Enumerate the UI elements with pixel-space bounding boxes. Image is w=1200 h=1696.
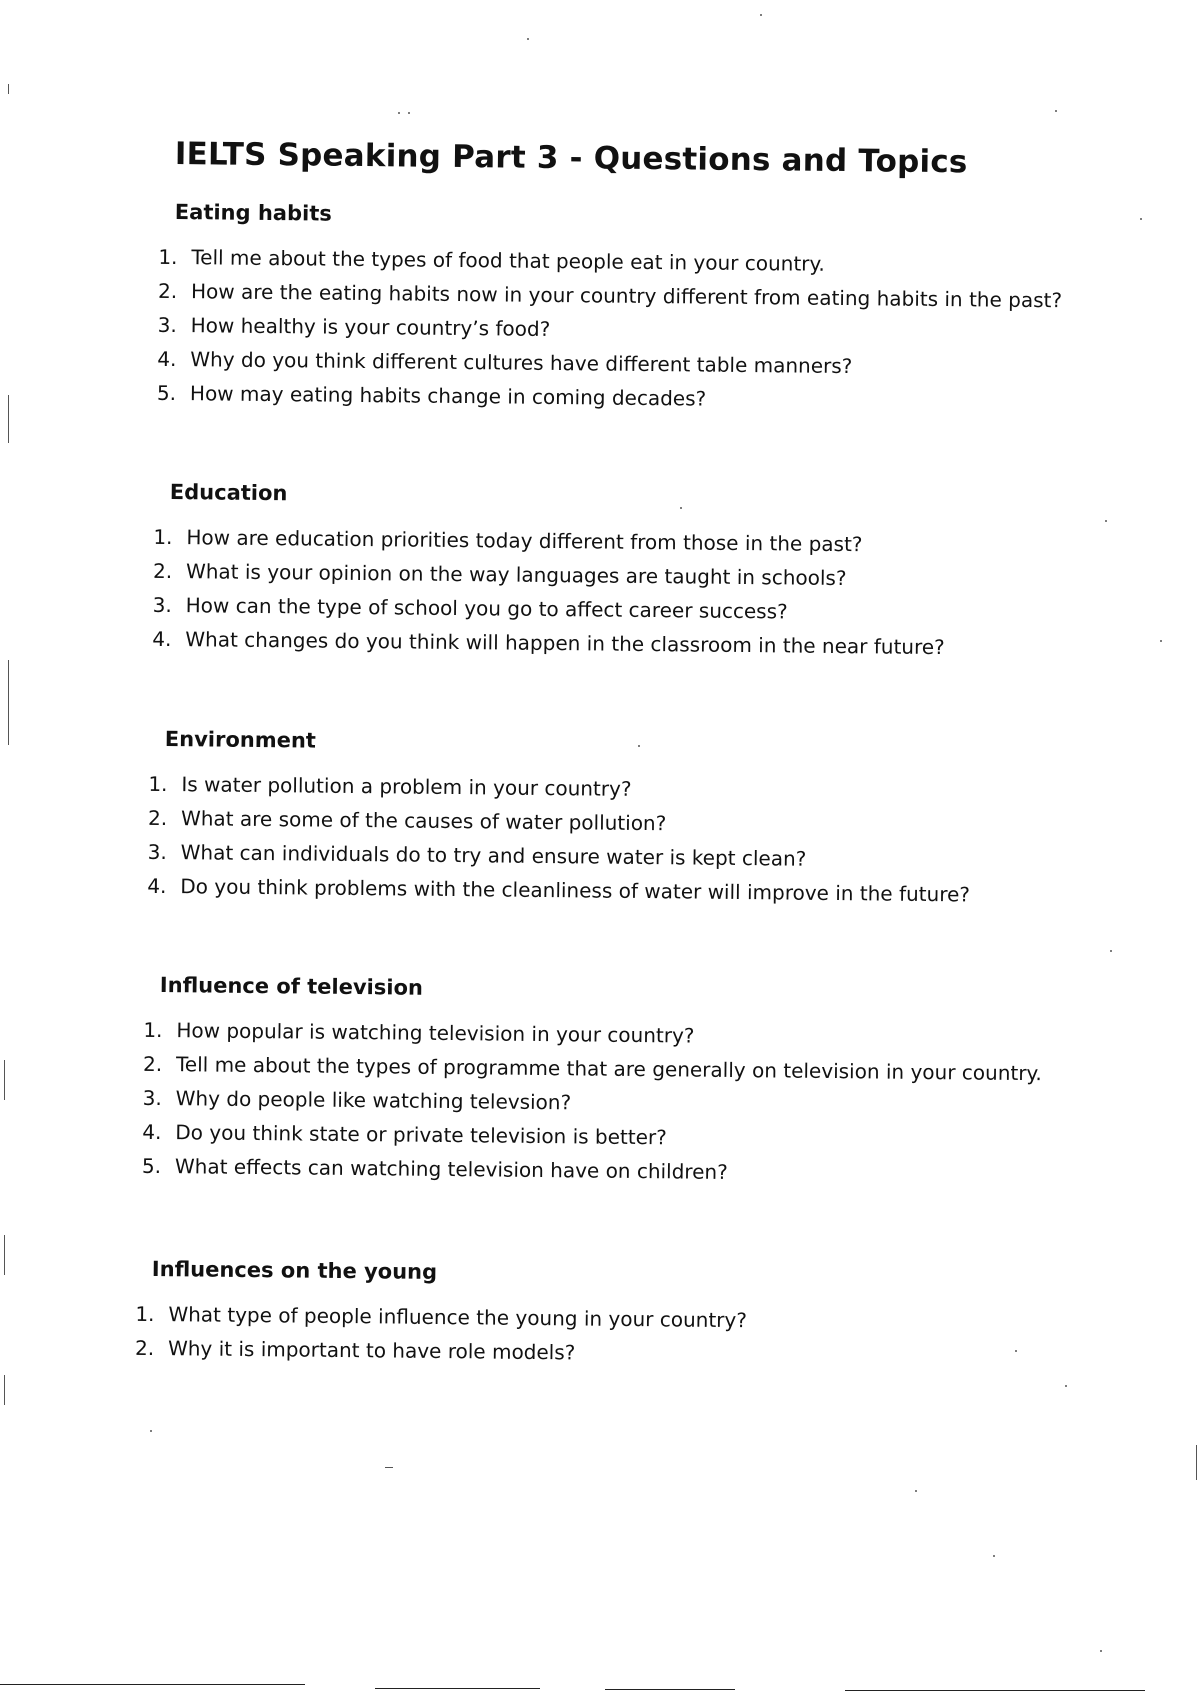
section-influence-of-television xyxy=(141,973,1080,1199)
section-heading: Education xyxy=(169,480,288,506)
question-item xyxy=(152,628,1088,660)
question-text: How popular is watching television in your country? xyxy=(176,1018,695,1048)
question-text: Tell me about the types of food that people eat in your country. xyxy=(191,245,825,276)
question-number: 3. xyxy=(152,592,172,618)
scan-speck xyxy=(1140,218,1142,220)
margin-tick xyxy=(4,1235,5,1275)
question-number: 4. xyxy=(147,873,167,899)
question-number: 5. xyxy=(141,1153,162,1179)
question-text: How may eating habits change in coming decades? xyxy=(189,381,707,411)
scan-speck xyxy=(993,1555,995,1557)
scan-speck xyxy=(408,112,410,114)
question-item xyxy=(158,280,1094,312)
question-number: 2. xyxy=(134,1335,155,1361)
question-item xyxy=(148,807,1084,839)
question-number: 2. xyxy=(152,558,173,584)
question-item xyxy=(147,875,1083,907)
scan-speck xyxy=(1105,520,1107,522)
question-list xyxy=(141,1017,1080,1187)
question-item xyxy=(142,1121,1078,1153)
question-number: 3. xyxy=(147,839,167,865)
question-item xyxy=(143,1019,1079,1051)
question-item xyxy=(143,1053,1079,1085)
scan-speck xyxy=(385,1467,393,1468)
question-item xyxy=(143,1087,1079,1119)
question-number: 2. xyxy=(147,805,168,831)
question-number: 4. xyxy=(142,1119,162,1145)
page-title: IELTS Speaking Part 3 - Questions and Topics xyxy=(174,136,968,181)
question-text: Why it is important to have role models? xyxy=(167,1336,576,1365)
question-item xyxy=(148,773,1084,805)
margin-tick xyxy=(1196,1445,1197,1480)
question-item xyxy=(153,560,1089,592)
scan-rule xyxy=(0,1684,305,1685)
scan-speck xyxy=(1065,1385,1067,1387)
scan-speck xyxy=(1055,110,1057,112)
question-item xyxy=(135,1303,1071,1335)
question-number: 4. xyxy=(152,626,172,652)
scan-speck xyxy=(1110,950,1112,952)
scan-speck xyxy=(680,507,682,509)
question-item xyxy=(158,314,1094,346)
section-heading: Influence of television xyxy=(159,973,424,1000)
question-number: 5. xyxy=(156,380,177,406)
question-number: 4. xyxy=(157,346,177,372)
margin-tick xyxy=(8,660,9,745)
scan-speck xyxy=(1160,640,1162,642)
question-text: What effects can watching television have on children? xyxy=(174,1154,728,1184)
question-text: How are the eating habits now in your country different from eating habits in the past? xyxy=(190,279,1063,313)
margin-tick xyxy=(4,1060,5,1100)
question-list xyxy=(147,771,1084,907)
scan-speck xyxy=(1100,1650,1102,1652)
question-item xyxy=(153,526,1089,558)
margin-tick xyxy=(8,84,9,94)
question-item xyxy=(135,1337,1071,1369)
scan-speck xyxy=(150,1430,152,1432)
section-education xyxy=(152,480,1090,672)
section-heading: Influences on the young xyxy=(151,1257,438,1284)
question-item xyxy=(142,1155,1078,1187)
question-list xyxy=(134,1301,1072,1369)
scan-speck xyxy=(398,112,400,114)
question-item xyxy=(158,246,1094,278)
question-text: Tell me about the types of programme that are generally on television in your country. xyxy=(175,1052,1042,1086)
section-heading: Eating habits xyxy=(174,200,332,226)
scan-speck xyxy=(760,14,762,16)
question-item xyxy=(153,594,1089,626)
section-influences-on-the-young xyxy=(134,1257,1072,1381)
question-number: 1. xyxy=(158,244,178,270)
question-text: How can the type of school you go to affect career success? xyxy=(185,593,788,624)
question-list xyxy=(156,244,1095,414)
scan-speck xyxy=(915,1490,917,1492)
question-text: What type of people influence the young in your country? xyxy=(168,1302,748,1333)
question-text: Do you think state or private television is better? xyxy=(175,1120,667,1150)
question-number: 3. xyxy=(142,1085,162,1111)
question-text: What are some of the causes of water pollution? xyxy=(180,806,667,836)
question-number: 1. xyxy=(143,1017,163,1043)
section-heading: Environment xyxy=(164,727,317,753)
question-text: What is your opinion on the way languages are taught in schools? xyxy=(185,559,847,591)
question-number: 2. xyxy=(142,1051,163,1077)
question-text: Why do you think different cultures have different table manners? xyxy=(190,347,853,379)
question-number: 3. xyxy=(157,312,177,338)
question-text: Is water pollution a problem in your country? xyxy=(181,772,632,801)
question-text: How healthy is your country’s food? xyxy=(190,313,551,341)
question-number: 1. xyxy=(148,771,168,797)
margin-tick xyxy=(8,395,9,443)
scan-speck xyxy=(527,38,529,40)
scan-speck xyxy=(638,745,640,747)
margin-tick xyxy=(4,1375,5,1405)
question-text: How are education priorities today different from those in the past? xyxy=(186,525,863,557)
question-item xyxy=(157,348,1093,380)
scan-speck xyxy=(1015,1350,1017,1352)
scan-rule xyxy=(605,1689,735,1690)
question-text: What can individuals do to try and ensure water is kept clean? xyxy=(180,840,807,871)
question-text: Why do people like watching televsion? xyxy=(175,1086,572,1115)
question-number: 2. xyxy=(157,278,178,304)
question-text: What changes do you think will happen in the classroom in the near future? xyxy=(185,627,945,660)
question-text: Do you think problems with the cleanliness of water will improve in the future? xyxy=(180,874,971,907)
question-number: 1. xyxy=(153,524,173,550)
scan-rule xyxy=(375,1688,540,1689)
question-number: 1. xyxy=(135,1301,155,1327)
section-eating-habits xyxy=(156,200,1095,426)
question-item xyxy=(148,841,1084,873)
question-item xyxy=(157,382,1093,414)
question-list xyxy=(152,524,1089,660)
section-environment xyxy=(147,727,1085,919)
scan-rule xyxy=(845,1690,1145,1691)
